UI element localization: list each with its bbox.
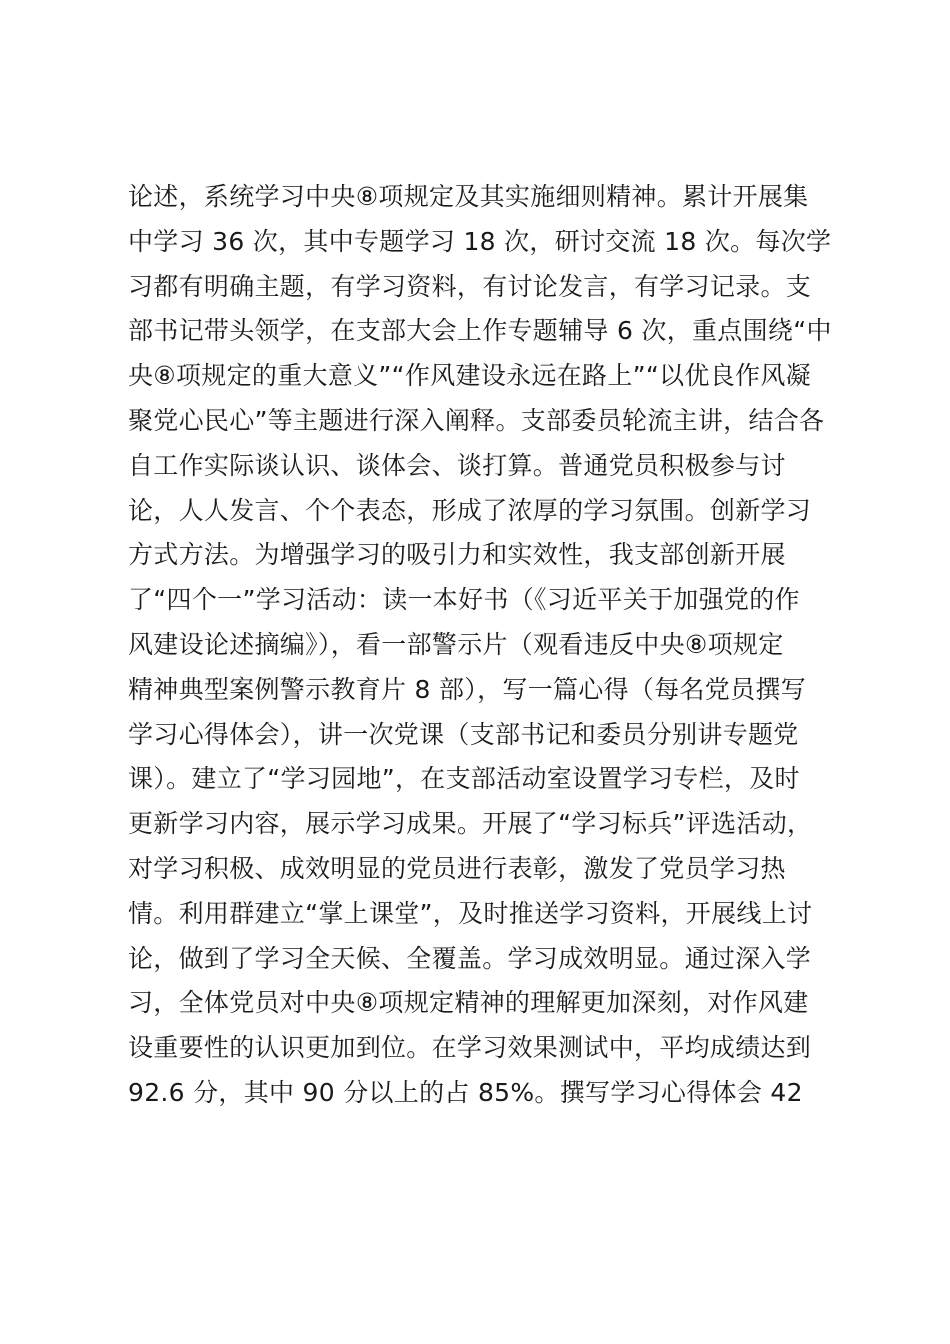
- text-line: 更新学习内容，展示学习成果。开展了“学习标兵”评选活动，: [128, 809, 813, 839]
- text-line: 聚党心民心”等主题进行深入阐释。支部委员轮流主讲，结合各: [128, 405, 825, 435]
- text-line: 精神典型案例警示教育片 8 部），写一篇心得（每名党员撰写: [128, 674, 807, 704]
- text-line: 中学习 36 次，其中专题学习 18 次，研讨交流 18 次。每次学: [128, 226, 832, 256]
- text-line: 风建设论述摘编》），看一部警示片（观看违反中央⑧项规定: [128, 629, 784, 659]
- text-line: 情。利用群建立“掌上课堂”，及时推送学习资料，开展线上讨: [128, 898, 813, 928]
- text-line: 设重要性的认识更加到位。在学习效果测试中，平均成绩达到: [128, 1033, 812, 1063]
- text-line: 自工作实际谈认识、谈体会、谈打算。普通党员积极参与讨: [128, 450, 786, 480]
- body-paragraph: [128, 175, 838, 1116]
- text-line: 方式方法。为增强学习的吸引力和实效性，我支部创新开展: [128, 540, 786, 570]
- text-line: 论，做到了学习全天候、全覆盖。学习成效明显。通过深入学: [128, 943, 812, 973]
- text-line: 习都有明确主题，有学习资料，有讨论发言，有学习记录。支: [128, 271, 812, 301]
- text-line: 课）。建立了“学习园地”，在支部活动室设置学习专栏，及时: [128, 764, 800, 794]
- text-line: 学习心得体会），讲一次党课（支部书记和委员分别讲专题党: [128, 719, 799, 749]
- text-line: 部书记带头领学，在支部大会上作专题辅导 6 次，重点围绕“中: [128, 316, 832, 346]
- text-line: 对学习积极、成效明显的党员进行表彰，激发了党员学习热: [128, 853, 786, 883]
- text-line: 论，人人发言、个个表态，形成了浓厚的学习氛围。创新学习: [128, 495, 812, 525]
- text-line: 92.6 分，其中 90 分以上的占 85%。撰写学习心得体会 42: [128, 1077, 803, 1107]
- text-line: 习，全体党员对中央⑧项规定精神的理解更加深刻，对作风建: [128, 988, 809, 1018]
- text-line: 了“四个一”学习活动：读一本好书（《习近平关于加强党的作: [128, 585, 800, 615]
- text-line: 论述，系统学习中央⑧项规定及其实施细则精神。累计开展集: [128, 182, 809, 211]
- text-line: 央⑧项规定的重大意义”“作风建设永远在路上”“以优良作风凝: [128, 361, 811, 391]
